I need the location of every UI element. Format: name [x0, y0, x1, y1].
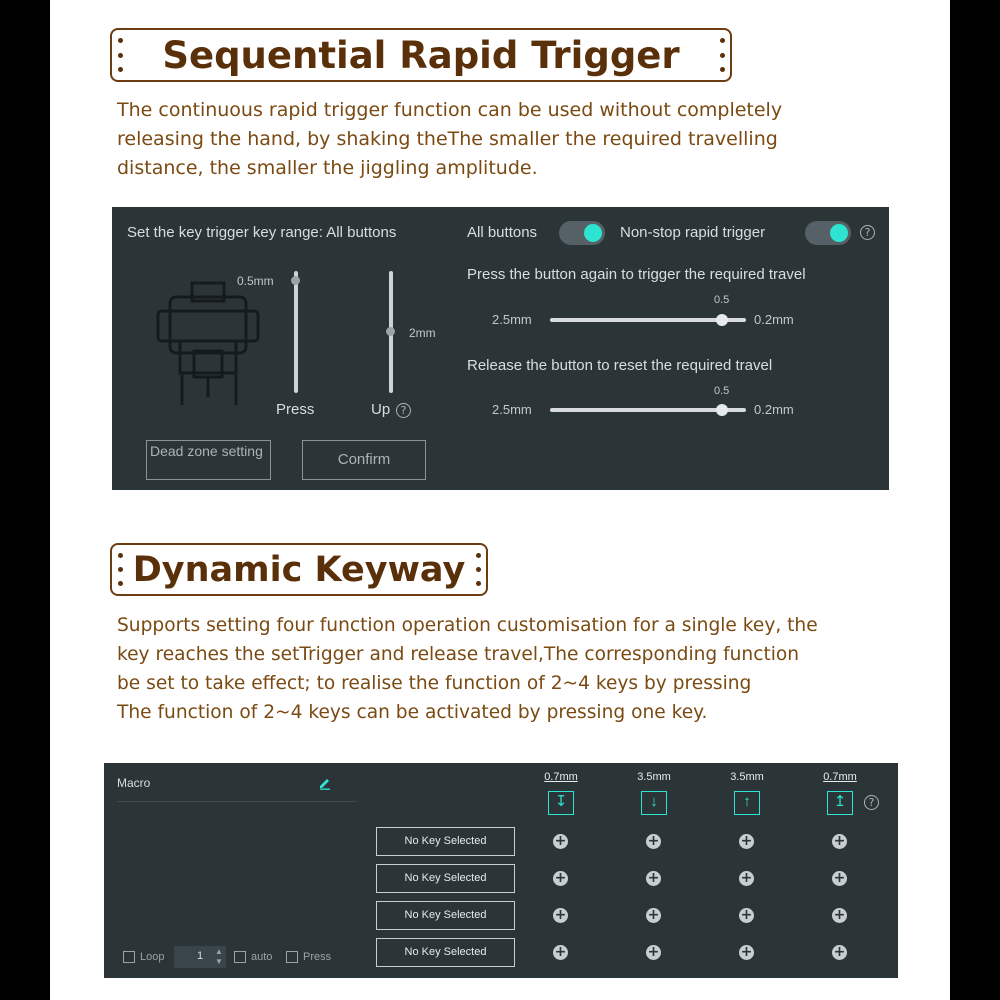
- loop-count-stepper[interactable]: [174, 946, 226, 968]
- press-slider-track[interactable]: [294, 271, 298, 393]
- add-action-plus-icon[interactable]: +: [740, 833, 753, 849]
- bracket-dots-icon: [718, 30, 726, 80]
- release-value: 0.5: [714, 385, 730, 397]
- up-slider-value: 2mm: [409, 326, 436, 340]
- add-action-plus-icon[interactable]: +: [833, 833, 846, 849]
- key-range-label: Set the key trigger key range: All buttons: [127, 224, 397, 241]
- add-action-plus-icon[interactable]: +: [554, 833, 567, 849]
- add-action-plus-icon[interactable]: +: [647, 944, 660, 960]
- press-slider-value: 0.5mm: [237, 274, 274, 288]
- section-title-dynamic-keyway: [110, 543, 488, 596]
- column-travel-label: 3.5mm: [637, 771, 671, 783]
- press-down-arrow-icon[interactable]: ↓: [641, 791, 667, 815]
- press-again-label: Press the button again to trigger the required travel: [467, 266, 806, 283]
- up-slider-handle[interactable]: [386, 327, 395, 336]
- press-checkbox[interactable]: [286, 951, 298, 963]
- add-action-plus-icon[interactable]: +: [740, 907, 753, 923]
- press-again-slider-handle[interactable]: [716, 314, 728, 326]
- column-travel-label: 3.5mm: [730, 771, 764, 783]
- add-action-plus-icon[interactable]: +: [833, 907, 846, 923]
- press-again-value: 0.5: [714, 294, 730, 306]
- section-description-rapid-trigger: [117, 96, 897, 183]
- add-action-plus-icon[interactable]: +: [554, 870, 567, 886]
- rapid-trigger-panel: [112, 207, 889, 490]
- description-line: be set to take effect; to realise the function of 2~4 keys by pressing: [117, 673, 752, 694]
- add-action-plus-icon[interactable]: +: [647, 907, 660, 923]
- bracket-dots-icon: [116, 545, 124, 594]
- dead-zone-setting-label: Dead zone setting: [150, 443, 263, 459]
- macro-panel: [104, 763, 395, 978]
- release-min: 2.5mm: [492, 402, 532, 417]
- auto-label: auto: [251, 951, 273, 963]
- all-buttons-toggle[interactable]: [559, 221, 605, 245]
- release-top-arrow-icon[interactable]: ↥: [827, 791, 853, 815]
- section-title-text: Dynamic Keyway: [132, 549, 466, 590]
- column-travel-label: 0.7mm: [544, 771, 578, 783]
- toggle-knob: [830, 224, 848, 242]
- nonstop-rapid-trigger-label: Non-stop rapid trigger: [620, 224, 766, 241]
- press-bottom-arrow-icon[interactable]: ↧: [548, 791, 574, 815]
- help-icon[interactable]: ?: [864, 795, 879, 810]
- loop-count-value: 1: [197, 950, 204, 962]
- description-line: The function of 2~4 keys can be activated by pressing one key.: [117, 702, 708, 723]
- bracket-dots-icon: [474, 545, 482, 594]
- add-action-plus-icon[interactable]: +: [647, 870, 660, 886]
- press-slider-handle[interactable]: [291, 276, 300, 285]
- key-switch-icon: [152, 279, 264, 409]
- release-slider-handle[interactable]: [716, 404, 728, 416]
- press-again-min: 2.5mm: [492, 312, 532, 327]
- column-travel-label: 0.7mm: [823, 771, 857, 783]
- confirm-button[interactable]: [302, 440, 426, 480]
- bracket-dots-icon: [116, 30, 124, 80]
- product-sheet: [50, 0, 950, 1000]
- press-label: Press: [303, 951, 332, 963]
- key-slot-button[interactable]: No Key Selected: [376, 827, 515, 856]
- macro-title: Macro: [117, 776, 151, 790]
- key-slot-button[interactable]: No Key Selected: [376, 938, 515, 967]
- key-slot-button[interactable]: No Key Selected: [376, 864, 515, 893]
- loop-checkbox[interactable]: [123, 951, 135, 963]
- add-action-plus-icon[interactable]: +: [554, 907, 567, 923]
- confirm-label: Confirm: [337, 451, 391, 468]
- add-action-plus-icon[interactable]: +: [740, 870, 753, 886]
- dynamic-keyway-panel: [368, 763, 898, 978]
- key-slot-button[interactable]: No Key Selected: [376, 901, 515, 930]
- help-icon[interactable]: ?: [860, 225, 875, 240]
- macro-divider: [117, 801, 357, 802]
- edit-pencil-icon[interactable]: [318, 776, 332, 790]
- release-up-arrow-icon[interactable]: ↑: [734, 791, 760, 815]
- dead-zone-setting-button[interactable]: [146, 440, 271, 480]
- loop-label: Loop: [140, 951, 165, 963]
- toggle-knob: [584, 224, 602, 242]
- add-action-plus-icon[interactable]: +: [833, 944, 846, 960]
- help-icon[interactable]: ?: [396, 403, 411, 418]
- add-action-plus-icon[interactable]: +: [740, 944, 753, 960]
- auto-checkbox[interactable]: [234, 951, 246, 963]
- add-action-plus-icon[interactable]: +: [647, 833, 660, 849]
- up-label: Up: [371, 401, 391, 418]
- stepper-arrows-icon[interactable]: ▲ ▼: [215, 947, 223, 966]
- macro-list-area[interactable]: [117, 805, 357, 935]
- add-action-plus-icon[interactable]: +: [833, 870, 846, 886]
- description-line: releasing the hand, by shaking theThe smaller the required travelling: [117, 128, 778, 150]
- all-buttons-label: All buttons: [467, 224, 538, 241]
- section-description-dynamic-keyway: [117, 611, 947, 727]
- description-line: The continuous rapid trigger function can be used without completely: [117, 99, 783, 121]
- description-line: key reaches the setTrigger and release travel,The corresponding function: [117, 644, 800, 665]
- release-max: 0.2mm: [754, 402, 794, 417]
- press-label: Press: [276, 401, 315, 418]
- section-title-text: Sequential Rapid Trigger: [162, 33, 680, 77]
- press-again-max: 0.2mm: [754, 312, 794, 327]
- description-line: distance, the smaller the jiggling amplitude.: [117, 157, 538, 179]
- nonstop-rapid-trigger-toggle[interactable]: [805, 221, 851, 245]
- add-action-plus-icon[interactable]: +: [554, 944, 567, 960]
- description-line: Supports setting four function operation customisation for a single key, the: [117, 615, 818, 636]
- release-label: Release the button to reset the required travel: [467, 357, 773, 374]
- section-title-rapid-trigger: [110, 28, 732, 82]
